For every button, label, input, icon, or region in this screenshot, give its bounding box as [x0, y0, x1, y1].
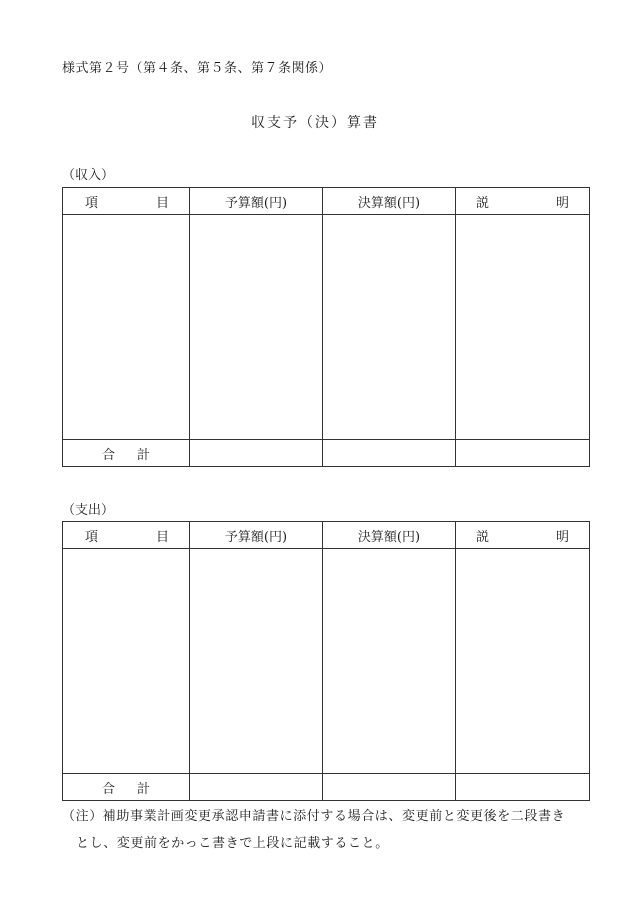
expense-header-description — [456, 522, 590, 549]
income-total-char2: 計 — [137, 447, 151, 463]
expense-budget-cell[interactable] — [190, 549, 323, 774]
form-number-label: 様式第２号（第４条、第５条、第７条関係） — [62, 61, 333, 76]
income-header-item-char1: 項 — [85, 195, 99, 211]
expense-header-budget: 予算額(円) — [190, 522, 323, 549]
expense-total-settlement-cell[interactable] — [323, 774, 456, 801]
expense-section-label: （支出） — [62, 503, 115, 518]
expense-settlement-cell[interactable] — [323, 549, 456, 774]
expense-header-desc-char1: 説 — [476, 529, 490, 545]
income-section-label: （収入） — [62, 168, 115, 183]
expense-entry-row — [63, 549, 590, 774]
expense-header-item — [63, 522, 190, 549]
expense-header-item-char1: 項 — [85, 529, 99, 545]
expense-total-label — [63, 774, 190, 801]
income-budget-cell[interactable] — [190, 215, 323, 440]
income-header-desc-char1: 説 — [476, 195, 490, 211]
income-settlement-cell[interactable] — [323, 215, 456, 440]
expense-table — [62, 521, 590, 801]
expense-header-settlement: 決算額(円) — [323, 522, 456, 549]
footnote-line-2: とし、変更前をかっこ書きで上段に記載すること。 — [76, 836, 389, 851]
income-header-item-char2: 目 — [155, 195, 169, 211]
document-title: 収支予（決）算書 — [251, 115, 379, 131]
expense-description-cell[interactable] — [456, 549, 590, 774]
income-header-desc-char2: 明 — [555, 195, 569, 211]
income-description-cell[interactable] — [456, 215, 590, 440]
income-header-budget: 予算額(円) — [190, 188, 323, 215]
expense-total-row — [63, 774, 590, 801]
income-table — [62, 187, 590, 467]
expense-header-desc-char2: 明 — [555, 529, 569, 545]
income-header-row — [63, 188, 590, 215]
expense-total-char1: 合 — [101, 781, 115, 797]
income-total-char1: 合 — [101, 447, 115, 463]
expense-total-budget-cell[interactable] — [190, 774, 323, 801]
footnote-line-1: （注）補助事業計画変更承認申請書に添付する場合は、変更前と変更後を二段書き — [62, 809, 566, 824]
income-header-settlement: 決算額(円) — [323, 188, 456, 215]
expense-item-cell[interactable] — [63, 549, 190, 774]
expense-header-row — [63, 522, 590, 549]
income-total-settlement-cell[interactable] — [323, 440, 456, 467]
expense-total-char2: 計 — [137, 781, 151, 797]
income-total-row — [63, 440, 590, 467]
income-header-item — [63, 188, 190, 215]
income-item-cell[interactable] — [63, 215, 190, 440]
income-total-label — [63, 440, 190, 467]
income-total-budget-cell[interactable] — [190, 440, 323, 467]
income-entry-row — [63, 215, 590, 440]
footnote — [62, 803, 592, 857]
expense-header-item-char2: 目 — [155, 529, 169, 545]
income-header-description — [456, 188, 590, 215]
expense-total-description-cell[interactable] — [456, 774, 590, 801]
income-total-description-cell[interactable] — [456, 440, 590, 467]
